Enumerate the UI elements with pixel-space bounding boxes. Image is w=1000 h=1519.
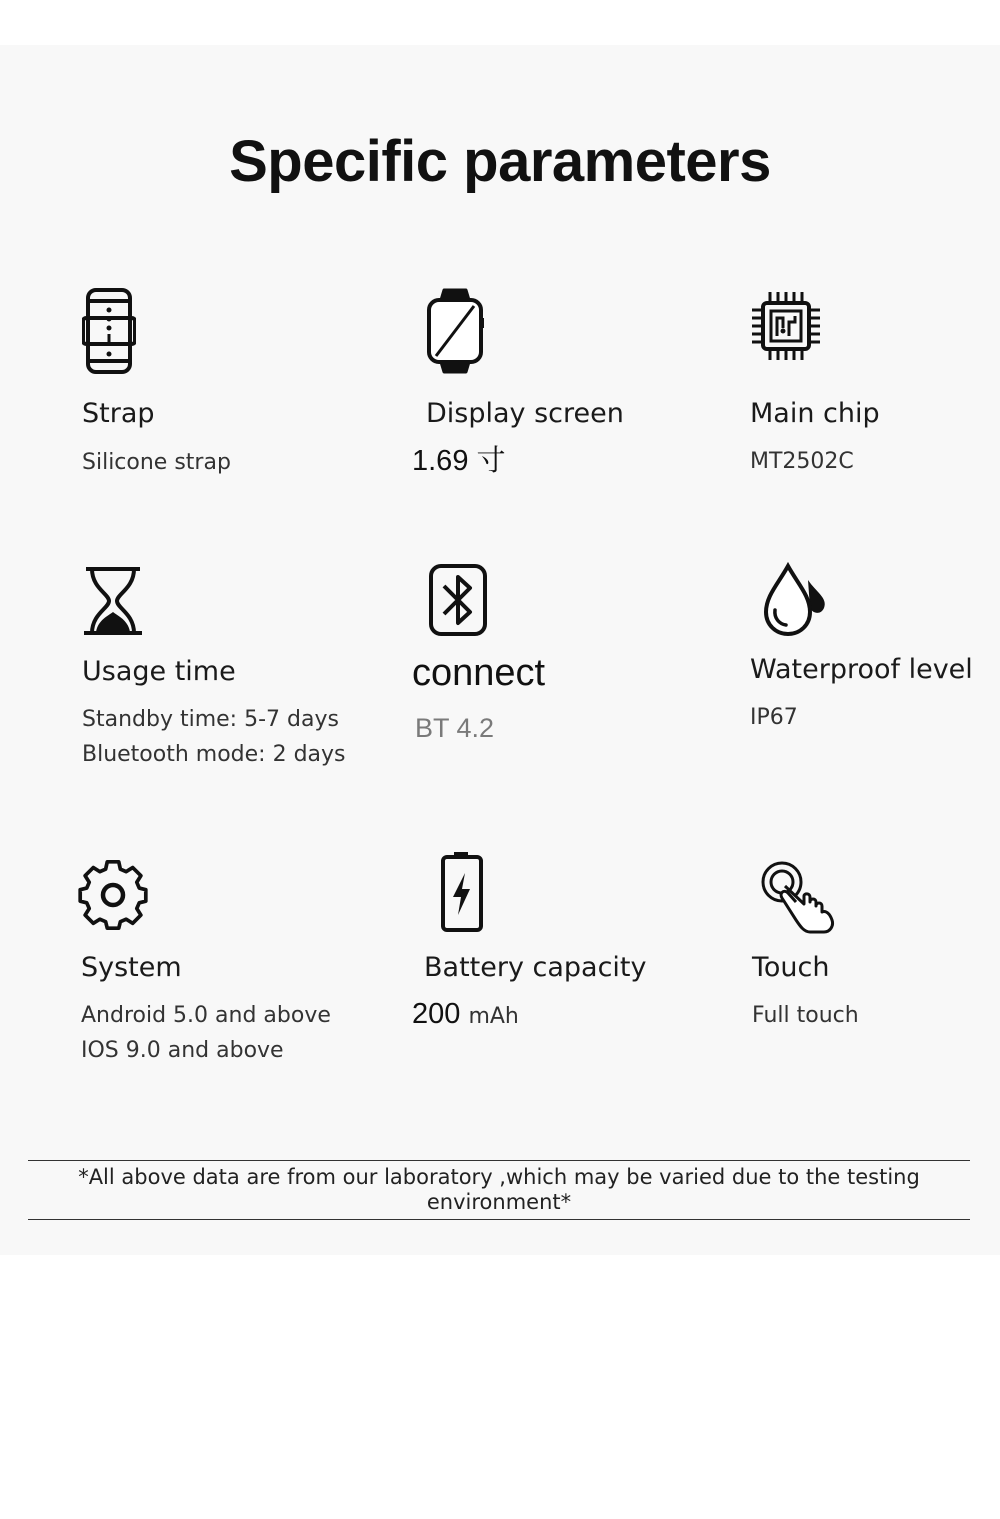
- param-value: Android 5.0 and above: [81, 1003, 331, 1028]
- param-value-row: [412, 444, 506, 479]
- water-drop-icon: [762, 562, 830, 638]
- param-label: Battery capacity: [424, 952, 647, 983]
- touch-icon: [760, 860, 844, 936]
- param-value: BT 4.2: [415, 713, 495, 743]
- param-label: connect: [412, 652, 546, 694]
- param-label: Main chip: [750, 398, 880, 429]
- chip-icon: [750, 290, 822, 362]
- param-label: Touch: [752, 952, 830, 983]
- gear-icon: [76, 858, 150, 932]
- page-title: Specific parameters: [229, 129, 771, 194]
- param-unit: 寸: [476, 445, 506, 477]
- param-value: Standby time: 5-7 days: [82, 707, 339, 732]
- param-label: Strap: [82, 398, 155, 429]
- param-value: MT2502C: [750, 449, 854, 474]
- param-value: Silicone strap: [82, 450, 231, 475]
- param-value: 1.69: [412, 445, 469, 477]
- smartwatch-icon: [426, 288, 484, 374]
- param-value-row: [412, 997, 519, 1034]
- strap-icon: [82, 288, 136, 374]
- param-value: IP67: [750, 705, 798, 730]
- param-value: Bluetooth mode: 2 days: [82, 742, 346, 767]
- parameters-panel: [0, 45, 1000, 1255]
- param-value: Full touch: [752, 1003, 859, 1028]
- param-value: 200: [412, 998, 461, 1030]
- param-label: Usage time: [82, 656, 236, 687]
- hourglass-icon: [82, 566, 144, 636]
- footnote: *All above data are from our laboratory ,which may be varied due to the testing environment*: [28, 1160, 970, 1220]
- bluetooth-icon: [429, 564, 487, 636]
- battery-icon: [440, 851, 484, 933]
- param-value: IOS 9.0 and above: [81, 1038, 284, 1063]
- param-label: System: [81, 952, 182, 983]
- param-label: Waterproof level: [750, 654, 973, 685]
- param-label: Display screen: [426, 398, 624, 429]
- param-unit: mAh: [468, 1004, 519, 1029]
